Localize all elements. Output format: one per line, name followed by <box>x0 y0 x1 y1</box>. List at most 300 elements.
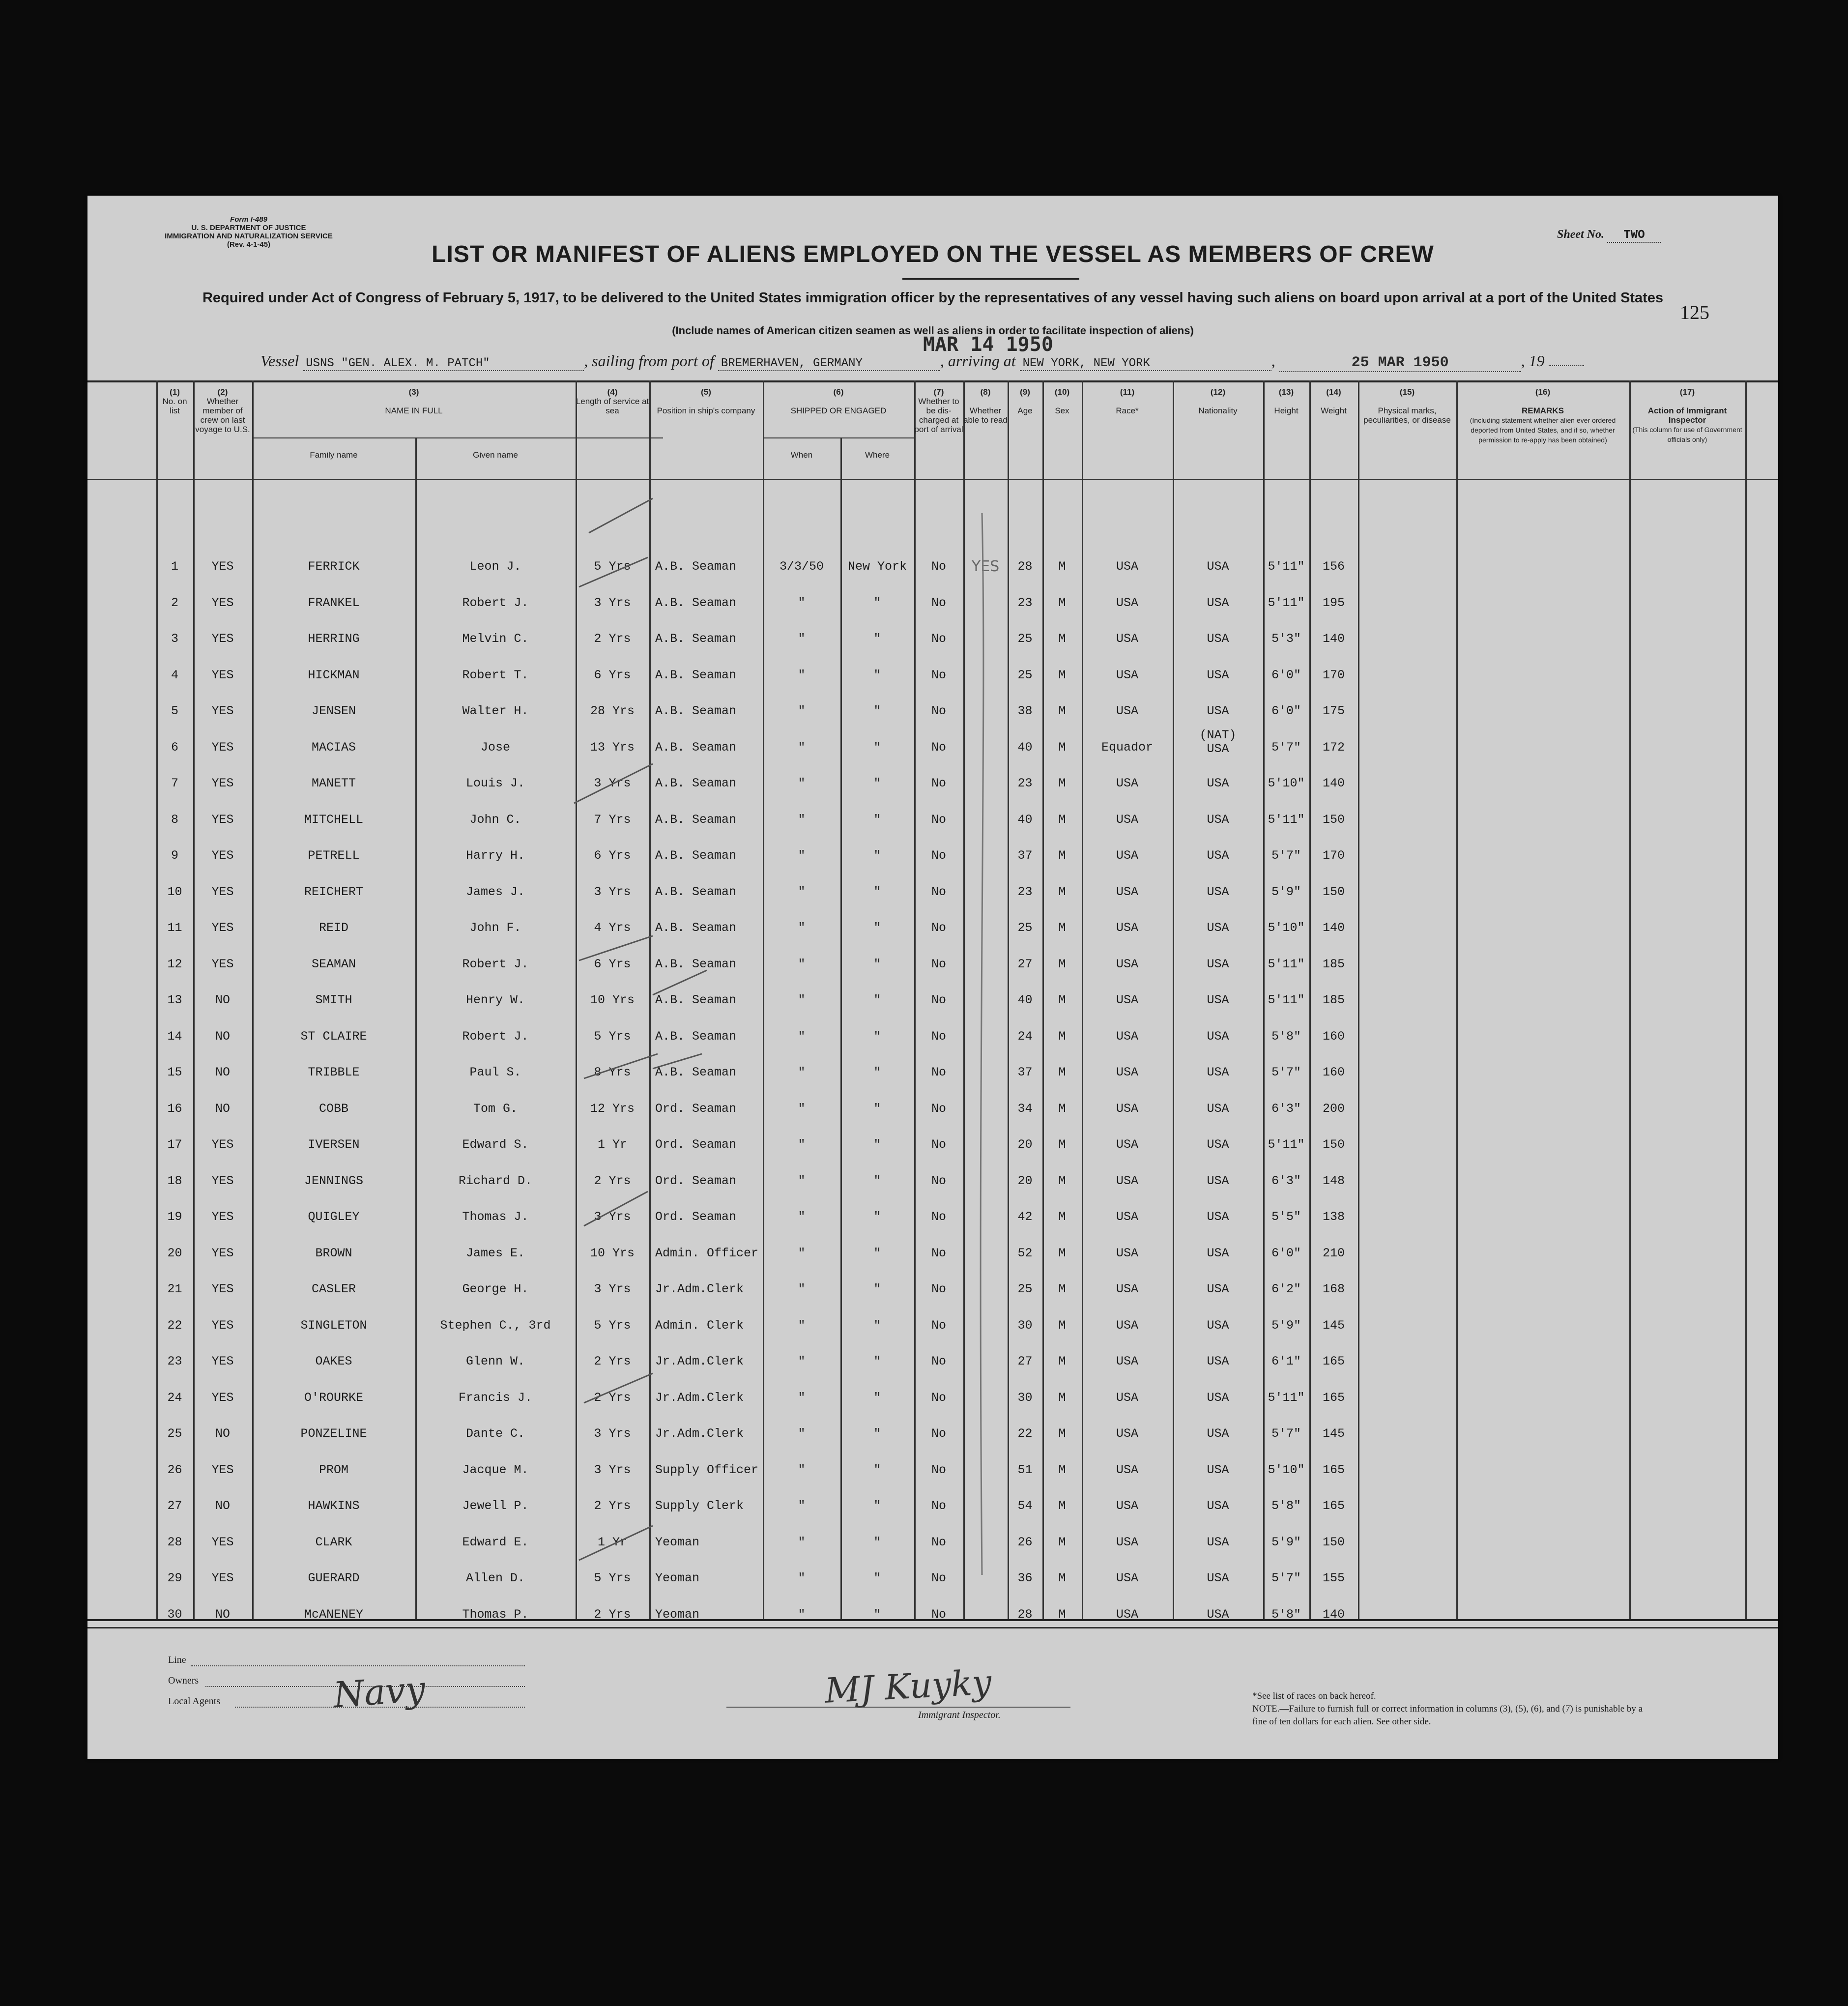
cell-discharged: No <box>931 848 946 863</box>
cell-given: James J. <box>465 884 525 899</box>
col-header-given-name: Given name <box>473 450 518 460</box>
cell-nationality: USA <box>1207 993 1229 1007</box>
cell-family: IVERSEN <box>308 1137 360 1152</box>
cell-prev: YES <box>211 884 234 899</box>
cell-prev: YES <box>211 1210 234 1224</box>
cell-position: A.B. Seaman <box>655 704 737 718</box>
cell-nationality: USA <box>1207 957 1229 971</box>
cell-where: " <box>873 1499 881 1513</box>
cell-given: Henry W. <box>465 993 525 1007</box>
cell-position: A.B. Seaman <box>655 595 737 610</box>
cell-when: " <box>798 1282 806 1296</box>
cell-sex: M <box>1058 1318 1066 1333</box>
local-agents-label: Local Agents <box>168 1696 221 1707</box>
cell-discharged: No <box>931 668 946 682</box>
cell-discharged: No <box>931 1210 946 1224</box>
cell-sex: M <box>1058 1065 1066 1079</box>
cell-no: 23 <box>167 1354 182 1368</box>
cell-prev: YES <box>211 848 234 863</box>
cell-position: Ord. Seaman <box>655 1210 737 1224</box>
cell-sex: M <box>1058 632 1066 646</box>
inspector-label: Immigrant Inspector. <box>918 1710 1001 1720</box>
cell-family: JENNINGS <box>304 1173 364 1188</box>
cell-position: A.B. Seaman <box>655 632 737 646</box>
cell-service: 3 Yrs <box>594 595 631 610</box>
cell-family: CLARK <box>315 1535 352 1549</box>
cell-where: " <box>873 1065 881 1079</box>
cell-prev: NO <box>215 993 230 1007</box>
cell-when: " <box>798 632 806 646</box>
cell-service: 2 Yrs <box>594 632 631 646</box>
cell-discharged: No <box>931 1354 946 1368</box>
cell-position: Supply Clerk <box>655 1499 744 1513</box>
cell-position: Yeoman <box>655 1607 700 1622</box>
cell-age: 51 <box>1017 1462 1033 1477</box>
cell-where: " <box>873 1426 881 1441</box>
cell-weight: 145 <box>1322 1318 1345 1333</box>
cell-no: 4 <box>171 668 178 682</box>
cell-where: " <box>873 1354 881 1368</box>
cell-race: USA <box>1116 704 1138 718</box>
cell-given: Stephen C., 3rd <box>440 1318 551 1333</box>
arrival-date-stamp: 25 MAR 1950 <box>1279 354 1521 372</box>
cell-height: 6'3" <box>1271 1173 1301 1188</box>
cell-nationality: USA <box>1207 1607 1229 1622</box>
cell-sex: M <box>1058 1282 1066 1296</box>
cell-no: 22 <box>167 1318 182 1333</box>
cell-discharged: No <box>931 776 946 790</box>
cell-sex: M <box>1058 704 1066 718</box>
cell-where: " <box>873 993 881 1007</box>
cell-discharged: No <box>931 1318 946 1333</box>
cell-age: 20 <box>1017 1173 1033 1188</box>
cell-weight: 150 <box>1322 1137 1345 1152</box>
cell-weight: 165 <box>1322 1390 1345 1405</box>
cell-nationality: USA <box>1207 921 1229 935</box>
cell-where: " <box>873 1101 881 1116</box>
cell-given: Robert J. <box>462 957 529 971</box>
cell-race: USA <box>1116 993 1138 1007</box>
cell-age: 36 <box>1017 1571 1033 1585</box>
cell-family: McANENEY <box>304 1607 364 1622</box>
cell-age: 28 <box>1017 559 1033 574</box>
cell-weight: 165 <box>1322 1462 1345 1477</box>
cell-discharged: No <box>931 993 946 1007</box>
year-blank <box>1549 365 1584 366</box>
cell-height: 5'11" <box>1268 595 1305 610</box>
cell-position: A.B. Seaman <box>655 812 737 827</box>
cell-nationality: USA <box>1207 632 1229 646</box>
cell-race: USA <box>1116 1282 1138 1296</box>
col-header-able-to-read: (8) Whether able to read <box>963 387 1008 425</box>
cell-no: 17 <box>167 1137 182 1152</box>
cell-no: 26 <box>167 1462 182 1477</box>
cell-height: 5'7" <box>1271 1571 1301 1585</box>
cell-position: Yeoman <box>655 1535 700 1549</box>
cell-race: USA <box>1116 1499 1138 1513</box>
cell-weight: 165 <box>1322 1354 1345 1368</box>
cell-weight: 195 <box>1322 595 1345 610</box>
cell-discharged: No <box>931 1571 946 1585</box>
cell-age: 27 <box>1017 1354 1033 1368</box>
cell-height: 5'11" <box>1268 559 1305 574</box>
vessel-line: Vessel USNS "GEN. ALEX. M. PATCH" , sailing from port of BREMERHAVEN, GERMANY , arriving at NEW YORK, NEW YORK , 25 MAR 1950 , 19 <box>260 352 1584 372</box>
cell-sex: M <box>1058 595 1066 610</box>
cell-weight: 210 <box>1322 1246 1345 1260</box>
cell-position: Supply Officer <box>655 1462 759 1477</box>
cell-prev: YES <box>211 559 234 574</box>
cell-discharged: No <box>931 1390 946 1405</box>
cell-age: 40 <box>1017 993 1033 1007</box>
cell-discharged: No <box>931 595 946 610</box>
cell-race: USA <box>1116 1571 1138 1585</box>
cell-prev: YES <box>211 1390 234 1405</box>
cell-service: 12 Yrs <box>590 1101 635 1116</box>
cell-nationality: USA <box>1207 559 1229 574</box>
cell-nationality: USA <box>1207 1137 1229 1152</box>
col-header-nationality: (12) Nationality <box>1198 387 1238 415</box>
cell-where: " <box>873 1029 881 1044</box>
cell-nationality: USA <box>1207 1390 1229 1405</box>
col-header-discharged: (7) Whether to be dis-charged at port of arrival <box>914 387 963 434</box>
cell-position: Jr.Adm.Clerk <box>655 1390 744 1405</box>
cell-position: Jr.Adm.Clerk <box>655 1426 744 1441</box>
cell-height: 5'9" <box>1271 884 1301 899</box>
cell-sex: M <box>1058 1246 1066 1260</box>
manifest-footer <box>87 1627 1778 1759</box>
cell-prev: NO <box>215 1607 230 1622</box>
cell-height: 5'11" <box>1268 993 1305 1007</box>
cell-family: MANETT <box>311 776 356 790</box>
cell-when: " <box>798 1390 806 1405</box>
cell-nationality: USA <box>1207 1354 1229 1368</box>
cell-position: Admin. Clerk <box>655 1318 744 1333</box>
handwritten-marks <box>87 380 1778 1619</box>
cell-when: " <box>798 1426 806 1441</box>
col-header-length-of-service: (4) Length of service at sea <box>576 387 649 415</box>
col-header-physical-marks: (15) Physical marks, peculiarities, or disease <box>1363 387 1451 425</box>
cell-service: 3 Yrs <box>594 1210 631 1224</box>
cell-discharged: No <box>931 1282 946 1296</box>
col-header-last-voyage: (2) Whether member of crew on last voyage to U.S. <box>195 387 250 434</box>
cell-nationality: USA <box>1207 776 1229 790</box>
cell-sex: M <box>1058 957 1066 971</box>
cell-given: Dante C. <box>465 1426 525 1441</box>
cell-prev: NO <box>215 1101 230 1116</box>
cell-where: " <box>873 884 881 899</box>
cell-position: Ord. Seaman <box>655 1173 737 1188</box>
cell-weight: 138 <box>1322 1210 1345 1224</box>
cell-prev: YES <box>211 1318 234 1333</box>
cell-no: 16 <box>167 1101 182 1116</box>
cell-service: 1 Yr <box>597 1535 627 1549</box>
cell-discharged: No <box>931 921 946 935</box>
cell-when: " <box>798 776 806 790</box>
document-title: LIST OR MANIFEST OF ALIENS EMPLOYED ON THE VESSEL AS MEMBERS OF CREW <box>432 241 1434 267</box>
cell-when: " <box>798 848 806 863</box>
cell-height: 5'11" <box>1268 957 1305 971</box>
crew-manifest-table <box>87 380 1778 1622</box>
cell-sex: M <box>1058 884 1066 899</box>
cell-service: 6 Yrs <box>594 848 631 863</box>
cell-where: " <box>873 848 881 863</box>
cell-position: A.B. Seaman <box>655 993 737 1007</box>
cell-height: 5'7" <box>1271 740 1301 755</box>
penalty-note: NOTE.—Failure to furnish full or correct information in columns (3), (5), (6), and (7) is punishable by a fine of ten dollars for each alien. See other side. <box>1252 1704 1643 1727</box>
document-subtitle: Required under Act of Congress of February 5, 1917, to be delivered to the United States immigration officer by the representatives of any vessel having such aliens on board upon arrival at a port of the United States <box>202 290 1664 306</box>
cell-sex: M <box>1058 1210 1066 1224</box>
cell-nationality: USA <box>1207 1426 1229 1441</box>
cell-when: " <box>798 1571 806 1585</box>
sheet-number-value: TWO <box>1607 229 1661 243</box>
cell-race: USA <box>1116 1462 1138 1477</box>
cell-race: USA <box>1116 1354 1138 1368</box>
sailing-label: , sailing from port of <box>584 352 714 370</box>
cell-given: Robert J. <box>462 1029 529 1044</box>
cell-where: " <box>873 1607 881 1622</box>
cell-height: 5'7" <box>1271 848 1301 863</box>
cell-weight: 140 <box>1322 776 1345 790</box>
cell-family: MACIAS <box>311 740 356 755</box>
cell-nationality: USA <box>1207 1210 1229 1224</box>
cell-nationality: USA <box>1207 595 1229 610</box>
cell-race: USA <box>1116 1101 1138 1116</box>
cell-height: 5'10" <box>1268 1462 1305 1477</box>
cell-height: 5'11" <box>1268 1137 1305 1152</box>
cell-family: GUERARD <box>308 1571 360 1585</box>
cell-prev: YES <box>211 1462 234 1477</box>
cell-nationality: USA <box>1207 1065 1229 1079</box>
cell-nationality: USA <box>1207 1246 1229 1260</box>
cell-family: CASLER <box>311 1282 356 1296</box>
cell-given: Tom G. <box>473 1101 518 1116</box>
cell-family: HICKMAN <box>308 668 360 682</box>
cell-position: A.B. Seaman <box>655 884 737 899</box>
cell-no: 14 <box>167 1029 182 1044</box>
cell-prev: NO <box>215 1426 230 1441</box>
sheet-number-label: Sheet No. <box>1557 228 1604 241</box>
cell-no: 9 <box>171 848 178 863</box>
cell-nationality: USA <box>1207 1173 1229 1188</box>
line-blank <box>191 1665 525 1666</box>
cell-service: 2 Yrs <box>594 1354 631 1368</box>
document-subtitle-note: (Include names of American citizen seamen as well as aliens in order to facilitate inspection of aliens) <box>672 324 1194 337</box>
cell-when: " <box>798 1137 806 1152</box>
cell-family: MITCHELL <box>304 812 364 827</box>
col-header-name: (3) NAME IN FULL <box>385 387 443 415</box>
cell-discharged: No <box>931 1607 946 1622</box>
cell-service: 5 Yrs <box>594 1318 631 1333</box>
cell-service: 5 Yrs <box>594 1029 631 1044</box>
cell-prev: YES <box>211 1282 234 1296</box>
title-rule <box>902 278 1079 280</box>
cell-nationality: (NAT) USA <box>1199 727 1237 756</box>
cell-no: 11 <box>167 921 182 935</box>
cell-service: 8 Yrs <box>594 1065 631 1079</box>
cell-discharged: No <box>931 632 946 646</box>
cell-when: " <box>798 1210 806 1224</box>
cell-position: Admin. Officer <box>655 1246 759 1260</box>
col-header-age: (9) Age <box>1017 387 1033 415</box>
cell-when: " <box>798 1173 806 1188</box>
cell-sex: M <box>1058 993 1066 1007</box>
col-header-race: (11) Race* <box>1116 387 1139 415</box>
cell-service: 10 Yrs <box>590 993 635 1007</box>
owners-label: Owners <box>168 1675 199 1686</box>
cell-discharged: No <box>931 1065 946 1079</box>
vessel-name: USNS "GEN. ALEX. M. PATCH" <box>303 357 584 371</box>
cell-no: 28 <box>167 1535 182 1549</box>
cell-height: 5'8" <box>1271 1607 1301 1622</box>
cell-discharged: No <box>931 1173 946 1188</box>
cell-position: A.B. Seaman <box>655 776 737 790</box>
cell-no: 12 <box>167 957 182 971</box>
cell-race: USA <box>1116 957 1138 971</box>
cell-when: " <box>798 1607 806 1622</box>
cell-weight: 175 <box>1322 704 1345 718</box>
cell-prev: NO <box>215 1065 230 1079</box>
cell-service: 3 Yrs <box>594 1426 631 1441</box>
cell-race: USA <box>1116 1029 1138 1044</box>
cell-nationality: USA <box>1207 1535 1229 1549</box>
cell-where: " <box>873 1390 881 1405</box>
cell-family: REICHERT <box>304 884 364 899</box>
cell-family: COBB <box>318 1101 348 1116</box>
cell-where: " <box>873 740 881 755</box>
cell-discharged: No <box>931 740 946 755</box>
cell-age: 40 <box>1017 740 1033 755</box>
year-prefix: 19 <box>1529 352 1545 370</box>
cell-when: " <box>798 1354 806 1368</box>
cell-discharged: No <box>931 1499 946 1513</box>
cell-nationality: USA <box>1207 1101 1229 1116</box>
cell-discharged: No <box>931 1029 946 1044</box>
cell-sex: M <box>1058 812 1066 827</box>
cell-sex: M <box>1058 1029 1066 1044</box>
cell-race: USA <box>1116 848 1138 863</box>
cell-given: Walter H. <box>462 704 529 718</box>
cell-height: 6'3" <box>1271 1101 1301 1116</box>
cell-where: " <box>873 1318 881 1333</box>
cell-position: A.B. Seaman <box>655 848 737 863</box>
cell-family: HAWKINS <box>308 1499 360 1513</box>
cell-family: FRANKEL <box>308 595 360 610</box>
col-header-shipped: (6) SHIPPED OR ENGAGED <box>790 387 887 415</box>
cell-position: Ord. Seaman <box>655 1101 737 1116</box>
cell-weight: 160 <box>1322 1029 1345 1044</box>
cell-where: " <box>873 1571 881 1585</box>
cell-sex: M <box>1058 848 1066 863</box>
cell-prev: YES <box>211 1535 234 1549</box>
cell-prev: YES <box>211 740 234 755</box>
cell-age: 30 <box>1017 1318 1033 1333</box>
cell-prev: YES <box>211 668 234 682</box>
cell-race: USA <box>1116 1246 1138 1260</box>
cell-age: 37 <box>1017 1065 1033 1079</box>
cell-weight: 168 <box>1322 1282 1345 1296</box>
form-revision: (Rev. 4-1-45) <box>227 240 271 249</box>
cell-height: 5'10" <box>1268 921 1305 935</box>
cell-sex: M <box>1058 776 1066 790</box>
cell-race: USA <box>1116 1390 1138 1405</box>
cell-race: USA <box>1116 1535 1138 1549</box>
cell-family: QUIGLEY <box>308 1210 360 1224</box>
cell-age: 23 <box>1017 884 1033 899</box>
cell-service: 2 Yrs <box>594 1499 631 1513</box>
cell-prev: YES <box>211 957 234 971</box>
cell-sex: M <box>1058 1390 1066 1405</box>
cell-position: A.B. Seaman <box>655 740 737 755</box>
cell-where: " <box>873 921 881 935</box>
cell-height: 6'0" <box>1271 1246 1301 1260</box>
cell-given: Robert J. <box>462 595 529 610</box>
cell-sex: M <box>1058 1101 1066 1116</box>
cell-where: New York <box>847 559 907 574</box>
cell-race: USA <box>1116 812 1138 827</box>
cell-service: 3 Yrs <box>594 776 631 790</box>
cell-given: Jose <box>480 740 510 755</box>
cell-prev: YES <box>211 632 234 646</box>
cell-given: Edward S. <box>462 1137 529 1152</box>
cell-service: 3 Yrs <box>594 1462 631 1477</box>
cell-age: 38 <box>1017 704 1033 718</box>
cell-sex: M <box>1058 1499 1066 1513</box>
cell-family: REID <box>318 921 348 935</box>
cell-discharged: No <box>931 1426 946 1441</box>
cell-height: 6'0" <box>1271 704 1301 718</box>
cell-given: Richard D. <box>458 1173 533 1188</box>
cell-where: " <box>873 595 881 610</box>
cell-position: Jr.Adm.Clerk <box>655 1354 744 1368</box>
col-header-position: (5) Position in ship's company <box>657 387 755 415</box>
cell-no: 18 <box>167 1173 182 1188</box>
cell-given: Francis J. <box>458 1390 533 1405</box>
cell-no: 19 <box>167 1210 182 1224</box>
cell-given: John C. <box>469 812 521 827</box>
line-label: Line <box>168 1655 186 1665</box>
cell-service: 2 Yrs <box>594 1390 631 1405</box>
cell-sex: M <box>1058 1173 1066 1188</box>
cell-when: 3/3/50 <box>779 559 824 574</box>
cell-given: Glenn W. <box>465 1354 525 1368</box>
cell-age: 23 <box>1017 776 1033 790</box>
cell-race: Equador <box>1101 740 1154 755</box>
cell-service: 6 Yrs <box>594 668 631 682</box>
cell-height: 5'8" <box>1271 1029 1301 1044</box>
cell-where: " <box>873 1137 881 1152</box>
cell-no: 1 <box>171 559 178 574</box>
cell-family: FERRICK <box>308 559 360 574</box>
cell-age: 25 <box>1017 1282 1033 1296</box>
cell-when: " <box>798 884 806 899</box>
cell-sex: M <box>1058 1607 1066 1622</box>
cell-age: 40 <box>1017 812 1033 827</box>
cell-when: " <box>798 957 806 971</box>
cell-age: 25 <box>1017 921 1033 935</box>
cell-no: 25 <box>167 1426 182 1441</box>
cell-age: 25 <box>1017 668 1033 682</box>
cell-no: 7 <box>171 776 178 790</box>
cell-weight: 156 <box>1322 559 1345 574</box>
cell-race: USA <box>1116 776 1138 790</box>
cell-race: USA <box>1116 1065 1138 1079</box>
page-number: 125 <box>1680 301 1709 323</box>
cell-nationality: USA <box>1207 1282 1229 1296</box>
cell-prev: YES <box>211 704 234 718</box>
cell-family: PONZELINE <box>300 1426 367 1441</box>
cell-weight: 160 <box>1322 1065 1345 1079</box>
cell-when: " <box>798 993 806 1007</box>
